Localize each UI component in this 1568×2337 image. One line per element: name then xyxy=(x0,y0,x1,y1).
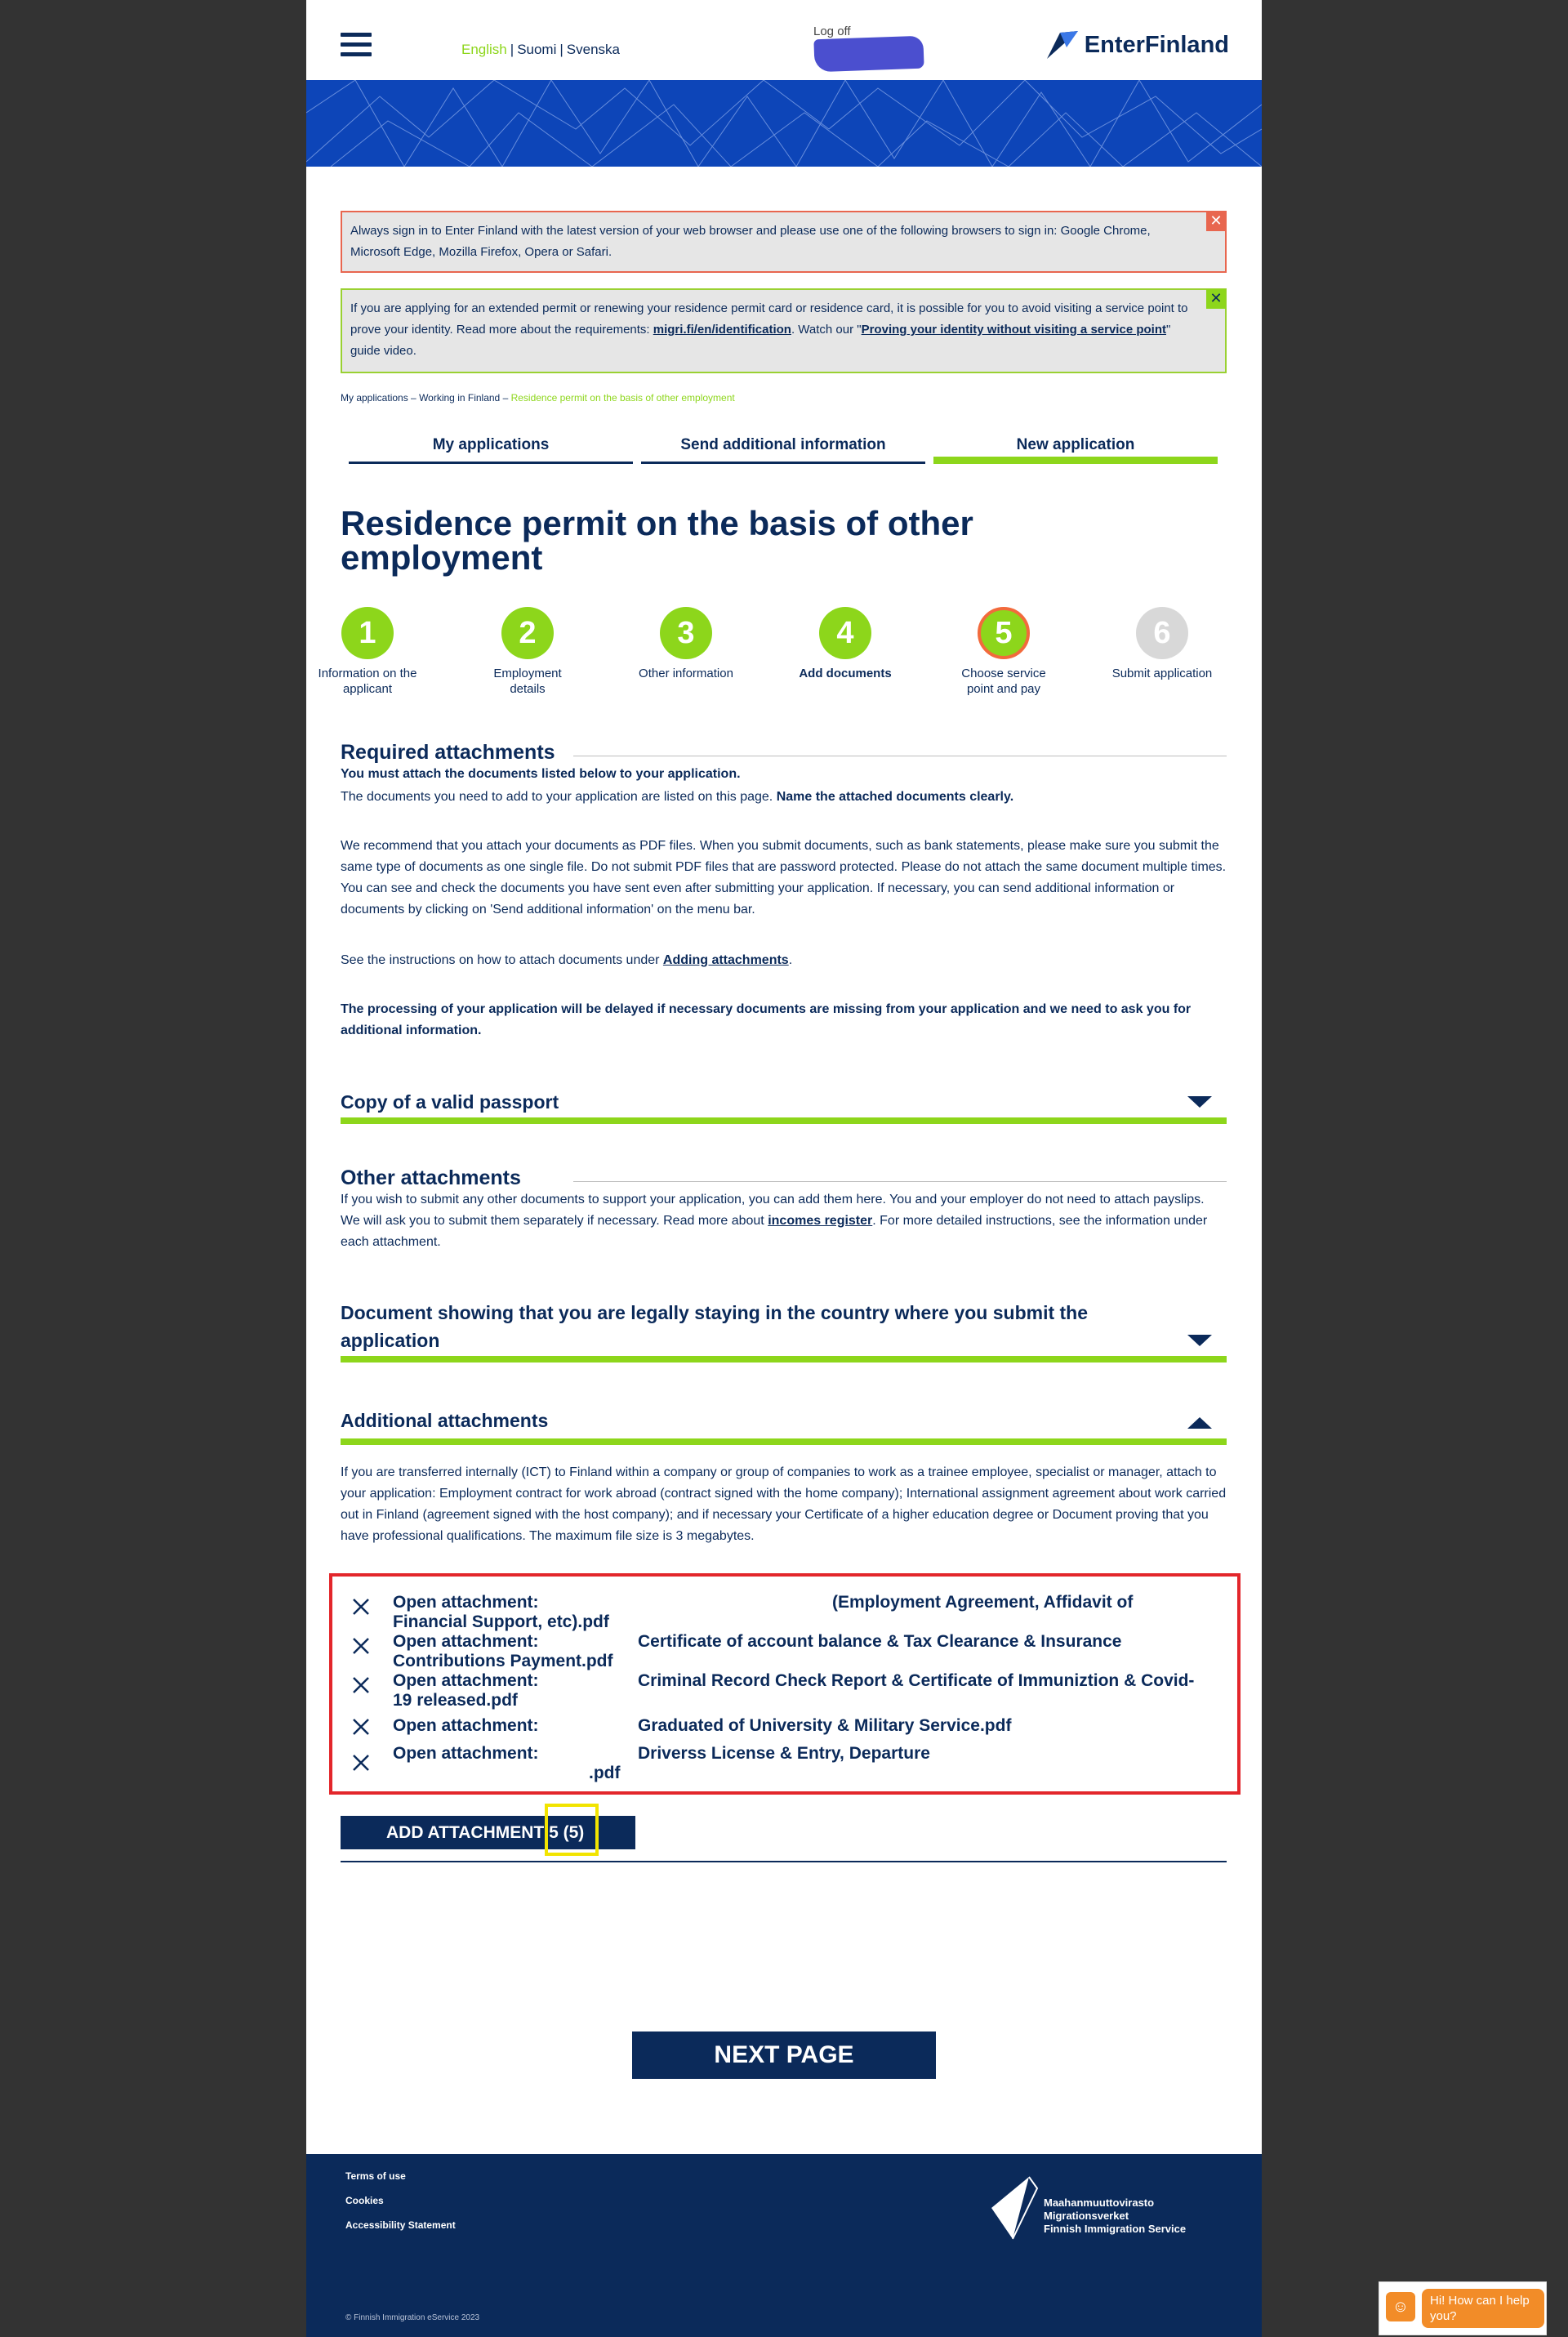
footer-cookies-link[interactable]: Cookies xyxy=(345,2195,384,2206)
browser-alert xyxy=(341,211,1227,273)
attachment-name: Certificate of account balance & Tax Clearance & Insurance xyxy=(638,1632,1122,1651)
accordion-additional[interactable] xyxy=(341,1407,1227,1445)
step-label: Add documents xyxy=(799,667,892,680)
attachment-item xyxy=(352,1716,1234,1739)
attachment-name-cont: Financial Support, etc).pdf xyxy=(393,1612,609,1631)
breadcrumb-my-applications[interactable]: My applications xyxy=(341,392,408,404)
migri-logo-text xyxy=(1044,2197,1186,2236)
enterfinland-logo-icon xyxy=(1045,29,1081,60)
migri-logo[interactable] xyxy=(988,2172,1186,2241)
attachment-name: Criminal Record Check Report & Certificate of Immuniztion & Covid- xyxy=(638,1671,1195,1690)
header-banner xyxy=(306,80,1262,167)
brand-name: EnterFinland xyxy=(1084,31,1229,58)
chat-bubble[interactable]: Hi! How can I help you? xyxy=(1422,2289,1544,2328)
identity-alert-text-2: . Watch our " xyxy=(791,323,862,337)
breadcrumb-separator: – xyxy=(408,392,420,404)
delete-icon[interactable] xyxy=(352,1718,370,1736)
delete-icon[interactable] xyxy=(352,1754,370,1772)
tab-new-application[interactable]: New application xyxy=(933,435,1218,464)
add-attachment-button[interactable]: ADD ATTACHMENT 5 (5) xyxy=(341,1816,635,1849)
page-title: Residence permit on the basis of other employment xyxy=(341,504,973,577)
copyright: © Finnish Immigration eService 2023 xyxy=(345,2313,480,2322)
language-switcher: English | Suomi | Svenska xyxy=(461,42,620,57)
org-name-sv: Migrationsverket xyxy=(1044,2210,1129,2222)
step-5 xyxy=(951,607,1057,697)
attachment-item xyxy=(352,1744,1234,1785)
breadcrumb-current: Residence permit on the basis of other employment xyxy=(510,392,735,404)
attachment-name: Driverss License & Entry, Departure xyxy=(638,1744,930,1763)
step-circle-current[interactable]: 5 xyxy=(978,607,1030,659)
attachment-name: (Employment Agreement, Affidavit of xyxy=(832,1593,1134,1612)
tab-send-additional-information[interactable]: Send additional information xyxy=(641,435,925,464)
step-label: Choose service point and pay xyxy=(961,667,1046,696)
footer xyxy=(306,2154,1262,2337)
browser-alert-text: Always sign in to Enter Finland with the latest version of your web browser and please use one of the following browsers to sign in: Google Chrome, Microsoft Edge, Mozilla Firefox, Opera or Safari. xyxy=(350,224,1151,259)
identity-alert xyxy=(341,288,1227,373)
footer-terms-link[interactable]: Terms of use xyxy=(345,2170,406,2182)
attachment-item xyxy=(352,1632,1234,1673)
step-1 xyxy=(314,607,421,697)
accordion-additional-title: Additional attachments xyxy=(341,1410,549,1431)
required-intro-text: The documents you need to add to your application are listed on this page. xyxy=(341,790,777,804)
step-4 xyxy=(792,607,898,681)
video-link[interactable]: Proving your identity without visiting a service point xyxy=(861,323,1166,337)
org-name-en: Finnish Immigration Service xyxy=(1044,2223,1187,2235)
log-off-link[interactable]: Log off xyxy=(813,25,851,38)
required-instructions xyxy=(341,950,1227,971)
step-3 xyxy=(633,607,739,681)
adding-attachments-link[interactable]: Adding attachments xyxy=(662,953,789,967)
step-label: Employment details xyxy=(493,667,562,696)
other-text: If you wish to submit any other documents to support your application, you can add them here. You and your employer do not need to attach payslips. We will ask you to submit them separately if necessary. Read more about xyxy=(341,1193,1205,1228)
chevron-down-icon[interactable] xyxy=(1187,1335,1212,1346)
step-label: Other information xyxy=(639,667,733,680)
close-icon[interactable]: ✕ xyxy=(1206,212,1226,231)
chevron-up-icon[interactable] xyxy=(1187,1417,1212,1429)
attachment-name-cont: 19 released.pdf xyxy=(393,1691,518,1710)
close-icon[interactable]: ✕ xyxy=(1206,289,1226,309)
instructions-end: . xyxy=(788,953,793,967)
attachment-item xyxy=(352,1671,1234,1712)
step-circle-disabled: 6 xyxy=(1136,607,1188,659)
step-circle[interactable]: 2 xyxy=(501,607,554,659)
accordion-passport-title: Copy of a valid passport xyxy=(341,1091,559,1113)
chat-widget[interactable] xyxy=(1379,2281,1547,2335)
org-name-fi: Maahanmuuttovirasto xyxy=(1044,2197,1155,2209)
main-tabs xyxy=(349,435,1219,464)
divider xyxy=(341,1861,1227,1862)
other-attachments-text xyxy=(341,1189,1227,1253)
required-attachments-heading: Required attachments xyxy=(341,741,1227,765)
other-attachments-heading: Other attachments xyxy=(341,1166,1227,1190)
migri-logo-icon xyxy=(988,2172,1039,2241)
instructions-text: See the instructions on how to attach documents under xyxy=(341,953,663,967)
open-attachment-link[interactable]: Open attachment: xyxy=(393,1671,539,1690)
accordion-legal-stay[interactable] xyxy=(341,1299,1227,1363)
required-intro xyxy=(341,787,1227,808)
open-attachment-link[interactable]: Open attachment: xyxy=(393,1716,539,1735)
step-label: Information on the applicant xyxy=(318,667,417,696)
step-circle[interactable]: 3 xyxy=(660,607,712,659)
delete-icon[interactable] xyxy=(352,1637,370,1655)
step-circle[interactable]: 1 xyxy=(341,607,394,659)
additional-attachments-text: If you are transferred internally (ICT) to Finland within a company or group of companies to work as a trainee employee, specialist or manager, attach to your application: Employment contract for work abroad (contract signed with the home company); International assignment agreement about work carried out in Finland (agreement signed with the host company); and if necessary your Certificate of a higher education degree or Document proving that you have professional qualifications. The maximum file size is 3 megabytes. xyxy=(341,1465,1227,1543)
delete-icon[interactable] xyxy=(352,1598,370,1616)
footer-accessibility-link[interactable]: Accessibility Statement xyxy=(345,2219,456,2231)
step-label: Submit application xyxy=(1111,667,1213,680)
required-must-text: You must attach the documents listed below to your application. xyxy=(341,767,741,781)
incomes-register-link[interactable]: incomes register xyxy=(768,1214,873,1228)
open-attachment-link[interactable]: Open attachment: xyxy=(393,1744,539,1763)
step-circle[interactable]: 4 xyxy=(819,607,871,659)
enterfinland-logo[interactable] xyxy=(1045,29,1229,60)
lang-suomi[interactable]: Suomi xyxy=(517,42,557,57)
page xyxy=(306,0,1262,2337)
identification-link[interactable]: migri.fi/en/identification xyxy=(653,323,791,337)
open-attachment-link[interactable]: Open attachment: xyxy=(393,1632,539,1651)
attachment-name-cont: Contributions Payment.pdf xyxy=(393,1652,613,1670)
identity-alert-text: If you are applying for an extended permit or renewing your residence permit card or residence card, it is possible for you to avoid visiting a service point to prove your identity. Read more about the requirements: xyxy=(350,301,1188,337)
lang-svenska[interactable]: Svenska xyxy=(566,42,620,57)
attachment-name: Graduated of University & Military Service.pdf xyxy=(638,1716,1012,1735)
open-attachment-link[interactable]: Open attachment: xyxy=(393,1593,539,1612)
breadcrumb xyxy=(341,392,735,404)
required-intro-bold: Name the attached documents clearly. xyxy=(776,790,1014,804)
chevron-down-icon[interactable] xyxy=(1187,1096,1212,1108)
tab-my-applications[interactable]: My applications xyxy=(349,435,633,464)
attachment-name-cont: .pdf xyxy=(589,1764,621,1782)
other-text-end: . For more detailed instructions, see the information under each attachment. xyxy=(341,1214,1208,1249)
breadcrumb-working-in-finland[interactable]: Working in Finland xyxy=(419,392,501,404)
delete-icon[interactable] xyxy=(352,1676,370,1694)
attachment-item xyxy=(352,1593,1234,1634)
next-page-button[interactable]: NEXT PAGE xyxy=(632,2031,936,2079)
step-6 xyxy=(1109,607,1215,681)
accordion-passport[interactable] xyxy=(341,1088,1227,1124)
banner-pattern xyxy=(306,80,1262,167)
header xyxy=(306,0,1262,80)
required-pdf-text: We recommend that you attach your documents as PDF files. When you submit documents, such as bank statements, please make sure you submit the same type of documents as one single file. Do not submit PDF files that are password protected. Please do not attach the same document multiple times. You can see and check the documents you have sent even after submitting your application. If necessary, you can send additional information or documents by clicking on 'Send additional information' on the menu bar. xyxy=(341,839,1227,917)
chatbot-icon[interactable]: ☺ xyxy=(1386,2292,1415,2321)
counter-highlight-box xyxy=(545,1804,599,1856)
required-delay-warning: The processing of your application will be delayed if necessary documents are missing from your application and we need to ask you for additional information. xyxy=(341,1002,1192,1037)
hamburger-menu-icon[interactable] xyxy=(341,33,372,57)
step-2 xyxy=(474,607,581,697)
breadcrumb-separator: – xyxy=(500,392,511,404)
identity-alert-text-3: " guide video. xyxy=(350,323,1171,358)
redaction-scribble xyxy=(813,36,924,73)
accordion-legal-stay-title: Document showing that you are legally staying in the country where you submit the application xyxy=(341,1302,1089,1351)
lang-english[interactable]: English xyxy=(461,42,507,57)
